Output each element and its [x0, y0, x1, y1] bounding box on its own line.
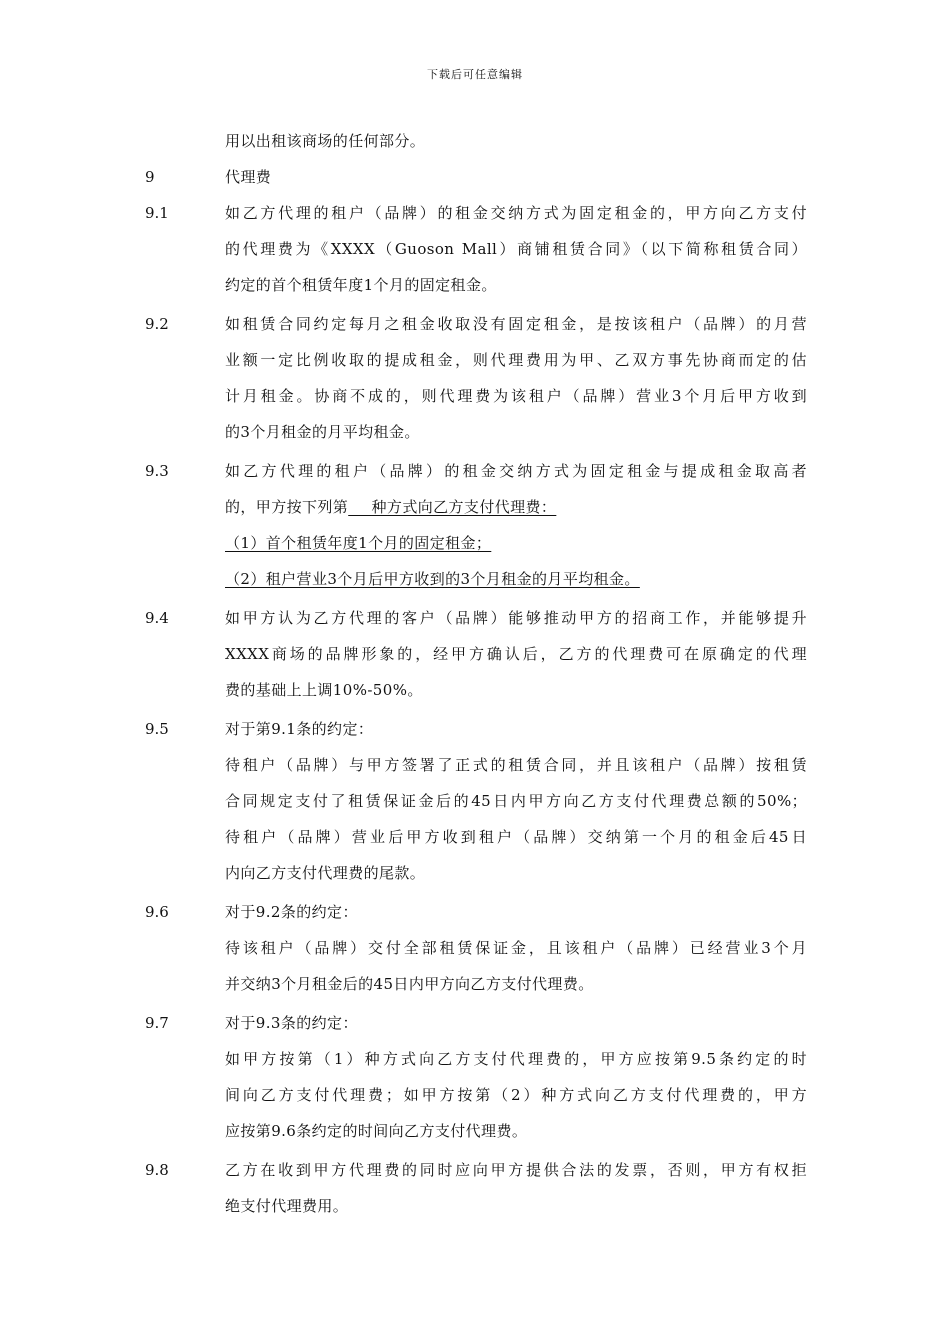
clause-number: 9.5 — [145, 720, 169, 738]
clause-text: 的，甲方按下列第 — [225, 498, 349, 516]
clause-number: 9.4 — [145, 609, 169, 627]
clause-number: 9.6 — [145, 903, 169, 921]
clause-line: 应按第9.6条约定的时间向乙方支付代理费。 — [225, 1122, 528, 1140]
clause-number: 9.3 — [145, 462, 169, 480]
document-body — [0, 123, 950, 1224]
section-number: 9 — [145, 168, 155, 186]
clause-9-4 — [0, 600, 950, 708]
clause-line: XXXX商场的品牌形象的，经甲方确认后，乙方的代理费可在原确定的代理 — [225, 645, 807, 663]
clause-line: 如甲方认为乙方代理的客户（品牌）能够推动甲方的招商工作，并能够提升 — [225, 609, 807, 627]
clause-line: 对于9.2条的约定： — [225, 903, 358, 921]
clause-line: 待该租户（品牌）交付全部租赁保证金，且该租户（品牌）已经营业3个月 — [225, 939, 807, 957]
clause-9-8 — [0, 1152, 950, 1224]
clause-number: 9.2 — [145, 315, 169, 333]
clause-line: 的3个月租金的月平均租金。 — [225, 423, 420, 441]
clause-9-7 — [0, 1005, 950, 1149]
section-heading — [0, 159, 950, 195]
clause-9-1 — [0, 195, 950, 303]
clause-line: 费的基础上上调10%-50%。 — [225, 681, 423, 699]
clause-line: 内向乙方支付代理费的尾款。 — [225, 864, 426, 882]
clause-line: 计月租金。协商不成的，则代理费为该租户（品牌）营业3个月后甲方收到 — [225, 387, 807, 405]
clause-line: 合同规定支付了租赁保证金后的45日内甲方向乙方支付代理费总额的50%； — [225, 792, 807, 810]
clause-line: 并交纳3个月租金后的45日内甲方向乙方支付代理费。 — [225, 975, 594, 993]
section-title: 代理费 — [225, 168, 272, 186]
clause-line: 业额一定比例收取的提成租金，则代理费用为甲、乙双方事先协商而定的估 — [225, 351, 807, 369]
intro-row — [0, 123, 950, 159]
clause-line: 约定的首个租赁年度1个月的固定租金。 — [225, 276, 497, 294]
intro-line: 用以出租该商场的任何部分。 — [225, 132, 426, 150]
clause-9-6 — [0, 894, 950, 1002]
blank-choice-field — [348, 498, 371, 516]
clause-line: 对于9.3条的约定： — [225, 1014, 358, 1032]
clause-text: 种方式向乙方支付代理费： — [371, 498, 557, 516]
clause-line: 待租户（品牌）与甲方签署了正式的租赁合同，并且该租户（品牌）按租赁 — [225, 756, 807, 774]
clause-line: 待租户（品牌）营业后甲方收到租户（品牌）交纳第一个月的租金后45日 — [225, 828, 807, 846]
clause-line: 如乙方代理的租户（品牌）的租金交纳方式为固定租金的，甲方向乙方支付 — [225, 204, 807, 222]
clause-9-2 — [0, 306, 950, 450]
clause-line: 绝支付代理费用。 — [225, 1197, 349, 1215]
clause-line: 如租赁合同约定每月之租金收取没有固定租金，是按该租户（品牌）的月营 — [225, 315, 807, 333]
clause-line: 对于第9.1条的约定： — [225, 720, 374, 738]
clause-number: 9.7 — [145, 1014, 169, 1032]
clause-number: 9.8 — [145, 1161, 169, 1179]
option-1: （1）首个租赁年度1个月的固定租金； — [225, 534, 492, 552]
clause-9-3 — [0, 453, 950, 597]
clause-9-5 — [0, 711, 950, 891]
clause-line: 如甲方按第（1）种方式向乙方支付代理费的，甲方应按第9.5条约定的时 — [225, 1050, 807, 1068]
clause-line: 间向乙方支付代理费；如甲方按第（2）种方式向乙方支付代理费的，甲方 — [225, 1086, 807, 1104]
page-header: 下载后可任意编辑 — [427, 68, 523, 81]
option-2: （2）租户营业3个月后甲方收到的3个月租金的月平均租金。 — [225, 570, 640, 588]
clause-line — [225, 489, 807, 525]
clause-line: 乙方在收到甲方代理费的同时应向甲方提供合法的发票，否则，甲方有权拒 — [225, 1161, 807, 1179]
clause-number: 9.1 — [145, 204, 169, 222]
clause-line: 如乙方代理的租户（品牌）的租金交纳方式为固定租金与提成租金取高者 — [225, 462, 807, 480]
clause-line: 的代理费为《XXXX（Guoson Mall）商铺租赁合同》（以下简称租赁合同） — [225, 240, 807, 258]
